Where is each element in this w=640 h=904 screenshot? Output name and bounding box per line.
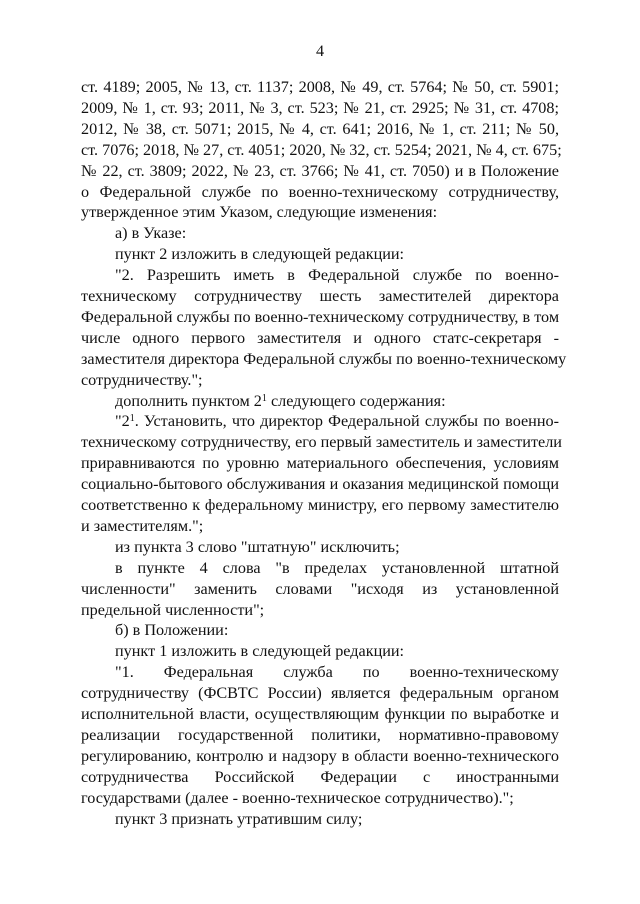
line-text-continued: . Установить, что директор Федеральной службы по военно-	[134, 412, 559, 431]
line-text: дополнить пунктом 2	[115, 391, 262, 410]
text-line	[81, 579, 559, 599]
text-line	[115, 537, 559, 557]
text-line	[81, 370, 559, 390]
text-line	[81, 161, 559, 181]
line-text: № 22, ст. 3809; 2022, № 23, ст. 3766; № 41, ст. 7050) и в Положение	[81, 161, 559, 180]
line-text: приравниваются по уровню материального обеспечения, условиям	[81, 454, 559, 473]
line-text: предельной численности";	[81, 600, 265, 619]
text-line	[115, 391, 559, 411]
text-line	[81, 495, 559, 515]
text-line	[81, 767, 559, 787]
line-text: 2009, № 1, ст. 93; 2011, № 3, ст. 523; № 21, ст. 2925; № 31, ст. 4708;	[81, 98, 559, 117]
text-line	[81, 307, 559, 327]
text-line	[81, 788, 559, 808]
line-text: 2012, № 38, ст. 5071; 2015, № 4, ст. 641; 2016, № 1, ст. 211; № 50,	[81, 119, 559, 138]
text-line	[115, 641, 559, 661]
line-text: техническому сотрудничеству, его первый заместитель и заместители	[81, 433, 562, 452]
line-text: ст. 4189; 2005, № 13, ст. 1137; 2008, № 49, ст. 5764; № 50, ст. 5901;	[81, 78, 559, 96]
text-line	[115, 620, 559, 640]
text-line	[81, 119, 559, 139]
line-text: пункт 3 признать утратившим силу;	[115, 809, 363, 828]
text-line	[81, 432, 562, 452]
line-text: пункт 2 изложить в следующей редакции:	[115, 245, 405, 264]
text-line	[115, 662, 559, 682]
text-line	[81, 704, 559, 724]
line-text: техническому сотрудничеству шесть заместителей директора	[81, 287, 559, 305]
text-line	[81, 328, 559, 348]
text-line	[81, 683, 559, 703]
text-line	[81, 453, 559, 473]
line-text: и заместителям.";	[81, 516, 204, 535]
line-text: б) в Положении:	[115, 621, 229, 640]
text-line	[81, 600, 559, 620]
line-text: сотрудничеству.";	[81, 370, 203, 389]
text-line	[81, 182, 559, 202]
text-line	[81, 746, 559, 766]
text-line	[81, 474, 559, 494]
text-line	[81, 140, 562, 160]
text-line	[115, 265, 559, 285]
line-text: реализации государственной политики, нормативно-правовому	[81, 725, 559, 744]
text-line	[115, 411, 559, 431]
line-text: пункт 1 изложить в следующей редакции:	[115, 642, 405, 661]
line-text: сотрудничества Российской Федерации с иностранными	[81, 767, 559, 786]
line-text: "2. Разрешить иметь в Федеральной службе по военно-	[115, 266, 559, 285]
superscript: 1	[261, 392, 267, 404]
text-line	[81, 98, 559, 118]
text-line	[115, 223, 559, 243]
line-text: социально-бытового обслуживания и оказания медицинской помощи	[81, 475, 559, 494]
text-line	[81, 286, 559, 306]
line-text: численности" заменить словами "исходя из установленной	[81, 579, 559, 598]
page-number: 4	[315, 42, 325, 60]
line-text: о Федеральной службе по военно-техническому сотрудничеству,	[81, 182, 559, 201]
line-text: "2	[115, 412, 130, 431]
text-line	[81, 725, 559, 745]
text-line	[115, 558, 559, 578]
line-text: исполнительной власти, осуществляющим функции по выработке и	[81, 705, 559, 723]
line-text: сотрудничеству (ФСВТС России) является федеральным органом	[81, 684, 559, 703]
line-text: ст. 7076; 2018, № 27, ст. 4051; 2020, № 32, ст. 5254; 2021, № 4, ст. 675;	[81, 140, 562, 159]
line-text: регулированию, контролю и надзору в области военно-технического	[81, 746, 559, 765]
line-text: из пункта 3 слово "штатную" исключить;	[115, 537, 400, 556]
line-text: "1. Федеральная служба по военно-техническому	[115, 663, 559, 682]
line-text: заместителя директора Федеральной службы по военно-техническому	[81, 349, 567, 368]
line-text: Федеральной службы по военно-техническому сотрудничеству, в том	[81, 307, 560, 326]
text-line	[115, 809, 559, 829]
line-text: в пункте 4 слова "в пределах установленной штатной	[115, 558, 559, 577]
line-text: государствами (далее - военно-техническое сотрудничество).";	[81, 788, 514, 807]
text-line	[81, 516, 559, 536]
line-text: числе одного первого заместителя и одного статс-секретаря -	[81, 328, 559, 347]
superscript: 1	[129, 413, 135, 425]
line-text: соответственно к федеральному министру, его первому заместителю	[81, 496, 559, 514]
text-line	[81, 202, 559, 222]
line-text: утвержденное этим Указом, следующие изменения:	[81, 203, 438, 222]
line-text: а) в Указе:	[115, 224, 187, 243]
text-line	[81, 349, 567, 369]
text-line	[81, 77, 559, 97]
text-line	[115, 244, 559, 264]
line-text-continued: следующего содержания:	[266, 391, 446, 410]
